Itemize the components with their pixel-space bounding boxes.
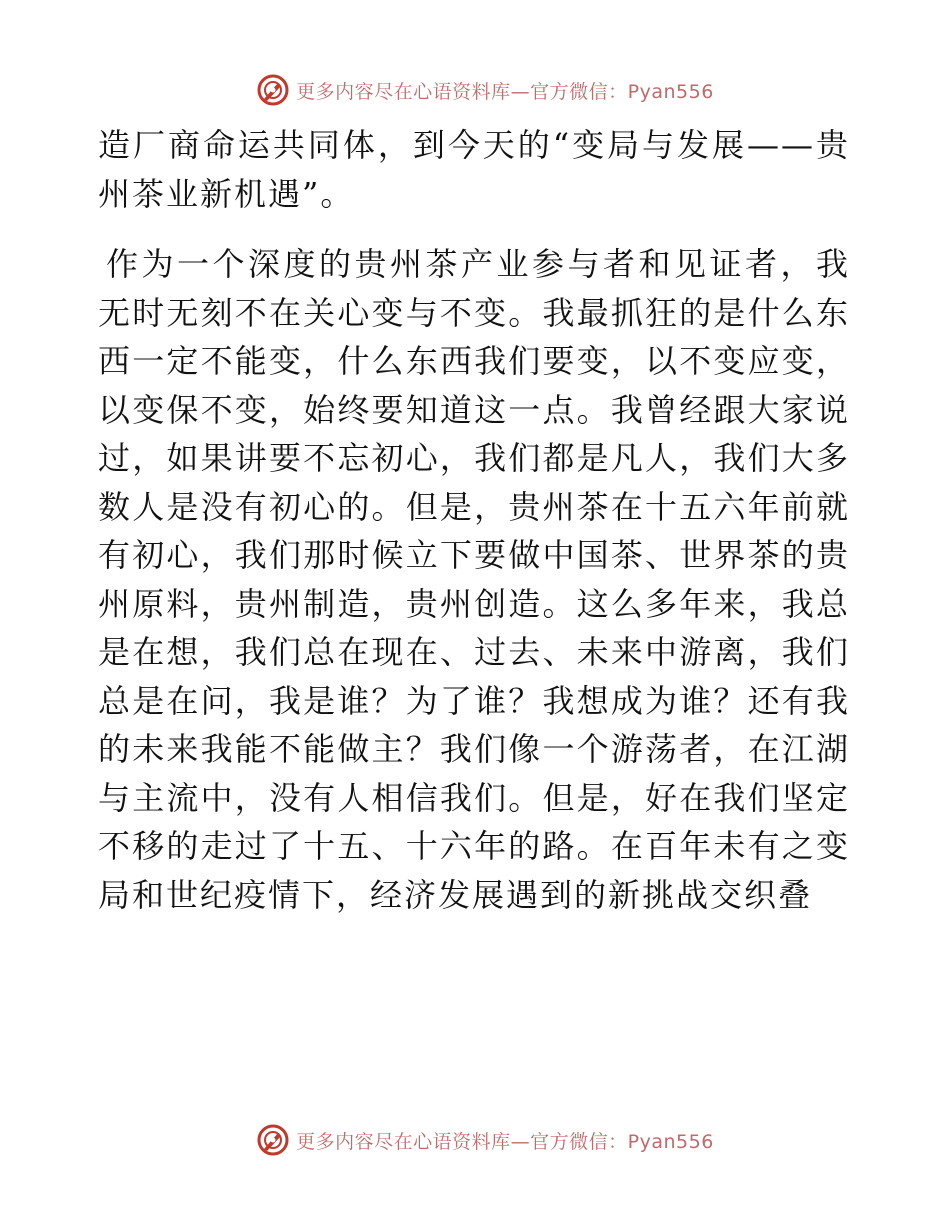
footer-banner-text: 更多内容尽在心语资料库—官方微信：Pyan556 <box>296 1130 714 1153</box>
red-circular-logo-icon <box>256 1123 290 1157</box>
header-banner-inner <box>256 73 714 107</box>
red-circular-logo-icon <box>256 73 290 107</box>
document-body <box>98 121 850 919</box>
footer-banner <box>0 1120 950 1160</box>
paragraph-1: 造厂商命运共同体，到今天的“变局与发展——贵州茶业新机遇”。 <box>98 126 850 213</box>
header-banner-text: 更多内容尽在心语资料库—官方微信：Pyan556 <box>296 80 714 103</box>
paragraph-2: 作为一个深度的贵州茶产业参与者和见证者，我无时无刻不在关心变与不变。我最抓狂的是什么东西一定不能变，什么东西我们要变，以不变应变，以变保不变，始终要知道这一点。我曾经跟大家说过，如果讲要不忘初心，我们都是凡人，我们大多数人是没有初心的。但是，贵州茶在十五六年前就有初心，我们那时候立下要做中国茶、世界茶的贵州原料，贵州制造，贵州创造。这么多年来，我总是在想，我们总在现在、过去、未来中游离，我们总是在问，我是谁？为了谁？我想成为谁？还有我的未来我能不能做主？我们像一个游荡者，在江湖与主流中，没有人相信我们。但是，好在我们坚定不移的走过了十五、十六年的路。在百年未有之变局和世纪疫情下，经济发展遇到的新挑战交织叠 <box>98 245 850 914</box>
header-banner <box>0 70 950 110</box>
footer-banner-inner <box>256 1123 714 1157</box>
